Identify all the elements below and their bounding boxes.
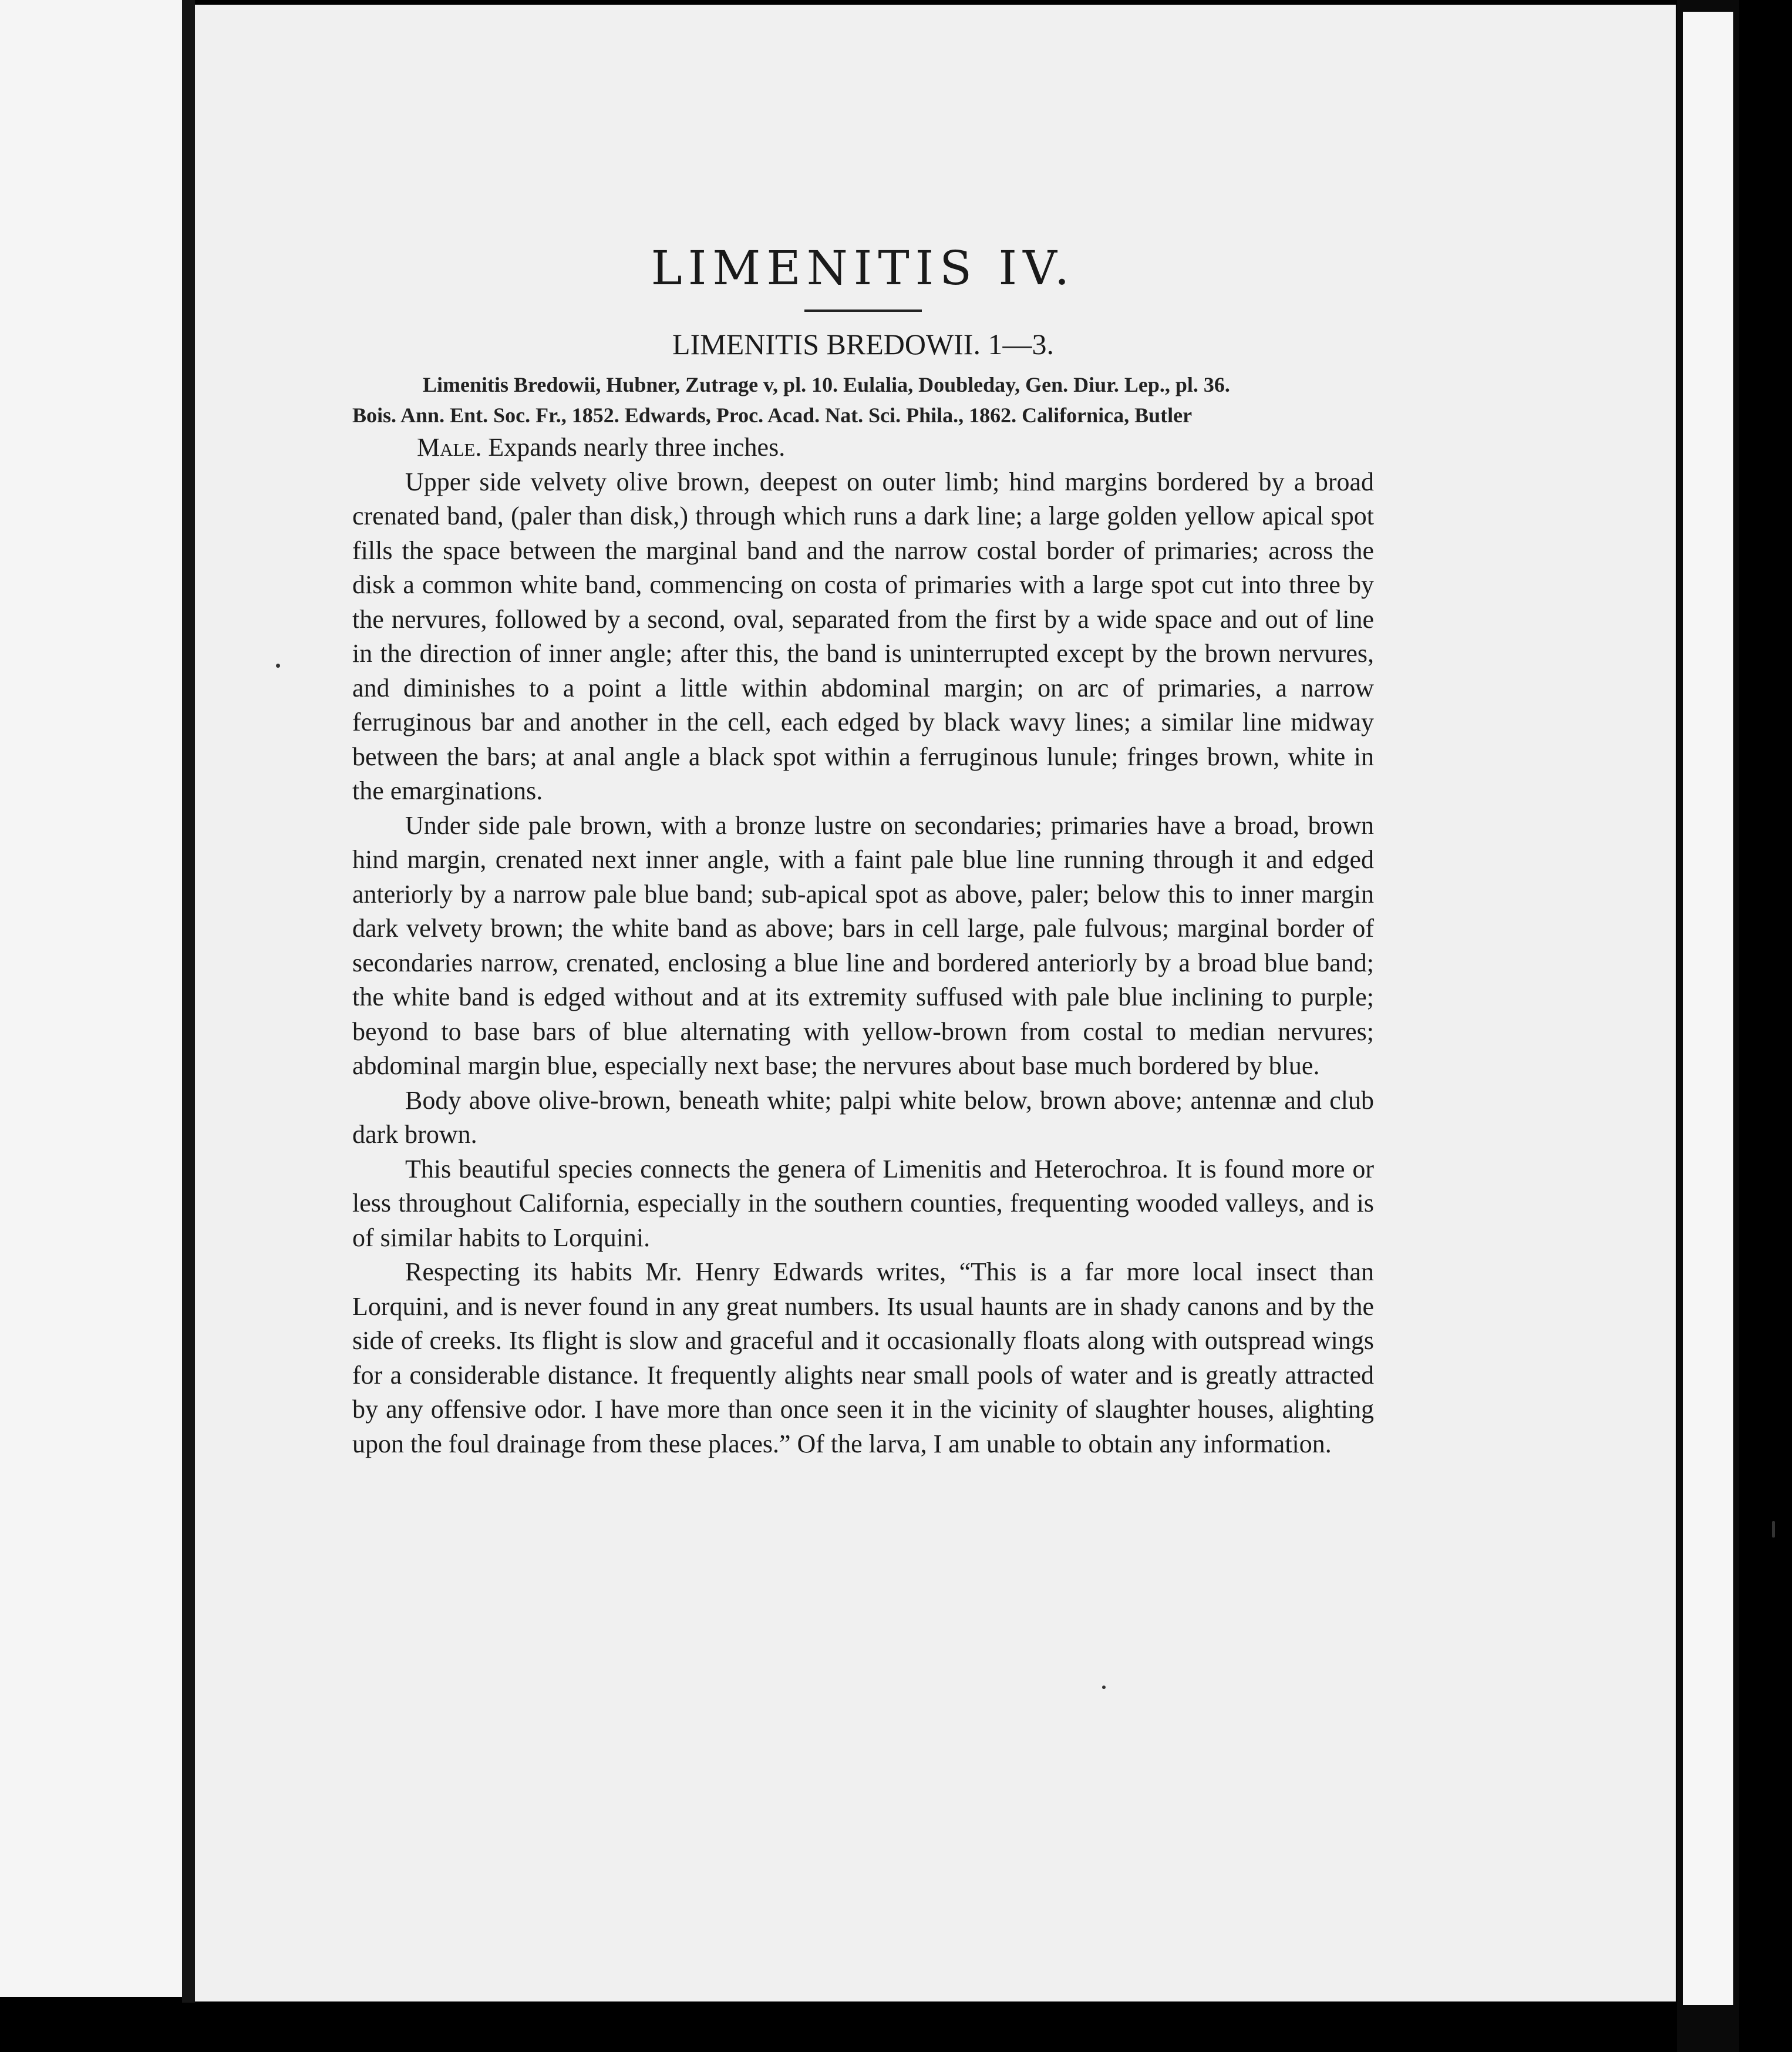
upper-side-paragraph: Upper side velvety olive brown, deepest on outer limb; hind margins bordered by a broad crenated band, (paler than disk,) through which runs a dark line; a large golden yellow apical spot fills the space between the marginal band and the narrow costal border of primaries; across the disk a common white band, commencing on costa of primaries with a large spot cut into three by the nervures, followed by a second, oval, separated from the first by a wide space and out of line in the direction of inner angle; after this, the band is uninterrupted except by the brown nervures, and diminishes to a point a little within abdominal margin; on arc of primaries, a narrow ferruginous bar and another in the cell, each edged by black wavy lines; a similar line midway between the bars; at anal angle a black spot within a ferruginous lunule; fringes brown, white in the emarginations. (352, 467, 1374, 805)
male-label: Male. (417, 433, 482, 462)
synonymy-block (352, 369, 1374, 430)
habits-paragraph: Respecting its habits Mr. Henry Edwards writes, “This is a far more local insect than Lorquini, and is never found in any great numbers. Its usual haunts are in shady canons and by the side of creeks. Its flight is slow and graceful and it occasionally floats along with outspread wings for a considerable distance. It frequently alights near small pools of water and is greatly attracted by any offensive odor. I have more than once seen it in the vicinity of slaughter houses, alighting upon the foul drainage from these places.” Of the larva, I am unable to obtain any information. (352, 1257, 1374, 1458)
right-page-edge (1683, 12, 1733, 2005)
body-paragraph: Body above olive-brown, beneath white; palpi white below, brown above; antennæ and club dark brown. (352, 1085, 1374, 1149)
under-side-paragraph: Under side pale brown, with a bronze lustre on secondaries; primaries have a broad, brown hind margin, crenated next inner angle, with a faint pale blue line running through it and edged anteriorly by a narrow pale blue band; sub-apical spot as above, paler; below this to inner margin dark velvety brown; the white band as above; bars in cell large, pale fulvous; marginal border of secondaries narrow, crenated, enclosing a blue line and bordered anteriorly by a broad blue band; the white band is edged without and at its extremity suffused with pale blue inclining to purple; beyond to base bars of blue alternating with yellow-brown from costal to median nervures; abdominal margin blue, especially next base; the nervures about base much bordered by blue. (352, 810, 1374, 1080)
speck-mark (1102, 1686, 1106, 1689)
male-text: Expands nearly three inches. (488, 433, 786, 462)
speck-mark (1772, 1521, 1775, 1538)
species-note-paragraph: This beautiful species connects the genera of Limenitis and Heterochroa. It is found more or less throughout California, especially in the southern counties, frequenting wooded valleys, and is of similar habits to Lorquini. (352, 1154, 1374, 1252)
synonymy-line-1: Limenitis Bredowii, Hubner, Zutrage v, pl. 10. Eulalia, Doubleday, Gen. Diur. Lep., pl. 36. (423, 373, 1230, 396)
synonymy-line-2: Bois. Ann. Ent. Soc. Fr., 1852. Edwards, Proc. Acad. Nat. Sci. Phila., 1862. Californica, Butler (352, 403, 1193, 427)
left-page-edge (0, 0, 182, 1997)
book-gutter (182, 0, 195, 2003)
title-rule (804, 310, 922, 312)
running-title: LIMENITIS IV. (651, 241, 1076, 295)
speck-mark (276, 664, 280, 668)
page-content (352, 241, 1374, 1461)
male-paragraph (352, 430, 1374, 465)
species-heading: LIMENITIS BREDOWII. 1—3. (672, 328, 1054, 361)
